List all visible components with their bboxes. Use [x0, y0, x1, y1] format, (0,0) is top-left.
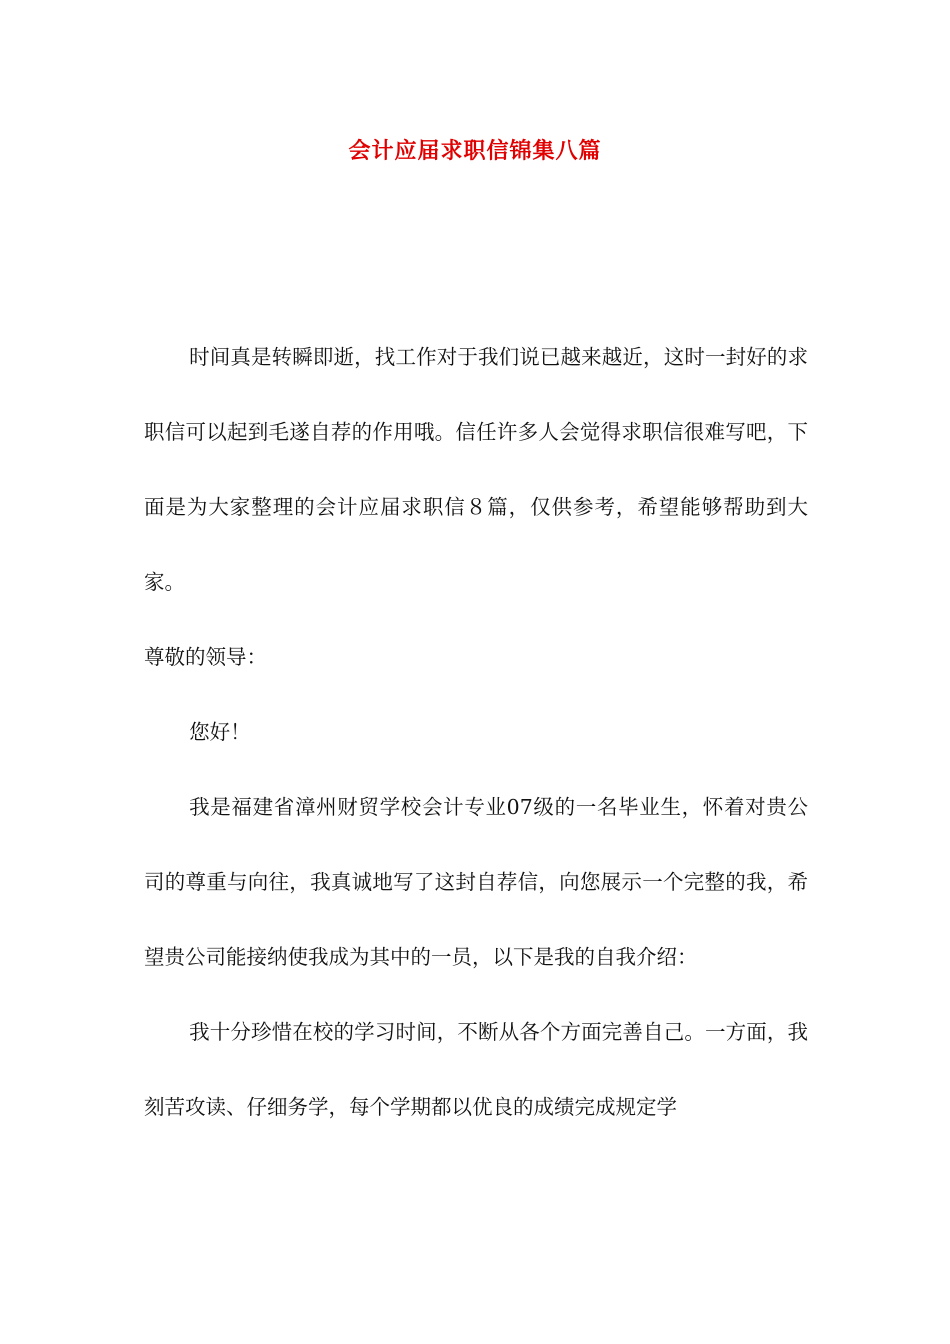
- document-body: [144, 320, 808, 1145]
- paragraph-salutation: 尊敬的领导：: [144, 645, 267, 669]
- paragraph-intro: 时间真是转瞬即逝，找工作对于我们说已越来越近，这时一封好的求职信可以起到毛遂自荐的作用哦。信任许多人会觉得求职信很难写吧，下面是为大家整理的会计应届求职信８篇，仅供参考，希望能够帮助到大家。: [144, 345, 808, 594]
- paragraph-study: 我十分珍惜在校的学习时间，不断从各个方面完善自己。一方面，我刻苦攻读、仔细务学，每个学期都以优良的成绩完成规定学: [144, 1020, 808, 1119]
- paragraph-greeting: 您好！: [189, 720, 251, 744]
- document-title: 会计应届求职信锦集八篇: [348, 139, 602, 164]
- paragraph-self-introduction: 我是福建省漳州财贸学校会计专业07级的一名毕业生，怀着对贵公司的尊重与向往，我真诚地写了这封自荐信，向您展示一个完整的我，希望贵公司能接纳使我成为其中的一员，以下是我的自我介绍：: [144, 795, 808, 969]
